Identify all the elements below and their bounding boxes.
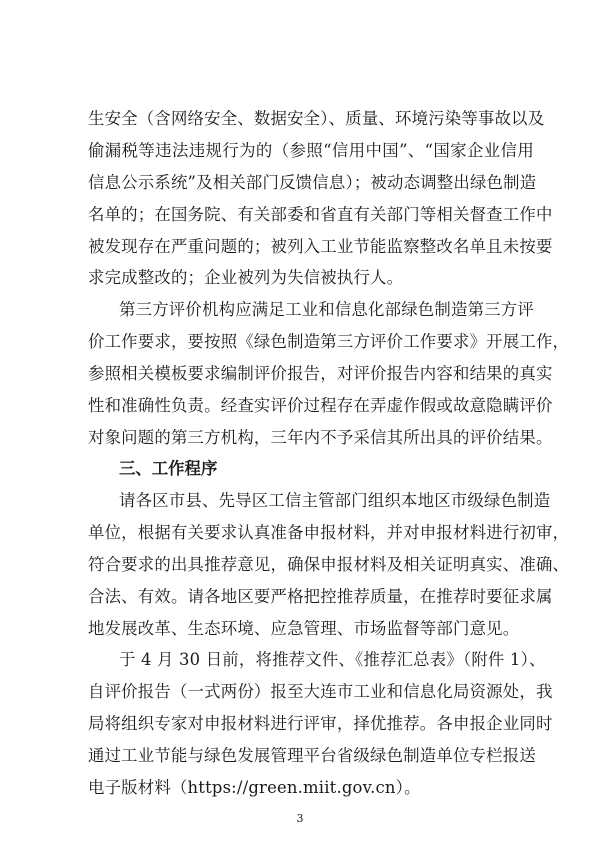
text-line: 自评价报告（一式两份）报至大连市工业和信息化局资源处，我 (88, 682, 553, 701)
text-line: 信息公示系统”及相关部门反馈信息）；被动态调整出绿色制造 (88, 173, 537, 192)
text-line: 单位，根据有关要求认真准备申报材料，并对申报材料进行初审， (88, 523, 570, 542)
text-line: 求完成整改的；企业被列为失信被执行人。 (88, 268, 404, 287)
text-line: 参照相关模板要求编制评价报告，对评价报告内容和结果的真实 (88, 364, 553, 383)
text-line: 于 4 月 30 日前，将推荐文件、《推荐汇总表》（附件 1）、 (119, 650, 546, 669)
text-line: 局将组织专家对申报材料进行评审，择优推荐。各申报企业同时 (88, 714, 553, 733)
text-line: 电子版材料（https://green.miit.gov.cn）。 (88, 778, 421, 797)
text-line: 地发展改革、生态环境、应急管理、市场监督等部门意见。 (88, 619, 520, 638)
text-line: 通过工业节能与绿色发展管理平台省级绿色制造单位专栏报送 (88, 746, 536, 765)
text-line: 请各区市县、先导区工信主管部门组织本地区市级绿色制造 (119, 491, 551, 510)
text-line: 合法、有效。请各地区要严格把控推荐质量，在推荐时要征求属 (88, 587, 553, 606)
section-heading: 三、工作程序 (119, 459, 218, 478)
text-line: 偷漏税等违法违规行为的（参照“信用中国”、“国家企业信用 (88, 141, 534, 160)
text-line: 性和准确性负责。经查实评价过程存在弄虚作假或故意隐瞒评价 (88, 396, 553, 415)
text-line: 生安全（含网络安全、数据安全）、质量、环境污染等事故以及 (88, 109, 545, 128)
text-line: 被发现存在严重问题的；被列入工业节能监察整改名单且未按要 (88, 237, 553, 256)
text-line: 符合要求的出具推荐意见，确保申报材料及相关证明真实、准确、 (88, 555, 570, 574)
text-line: 对象问题的第三方机构，三年内不予采信其所出具的评价结果。 (88, 428, 553, 447)
text-line: 价工作要求，要按照《绿色制造第三方评价工作要求》开展工作， (88, 332, 570, 351)
page-number: 3 (296, 812, 304, 825)
text-line: 第三方评价机构应满足工业和信息化部绿色制造第三方评 (119, 300, 534, 319)
text-line: 名单的；在国务院、有关部委和省直有关部门等相关督查工作中 (88, 205, 553, 224)
